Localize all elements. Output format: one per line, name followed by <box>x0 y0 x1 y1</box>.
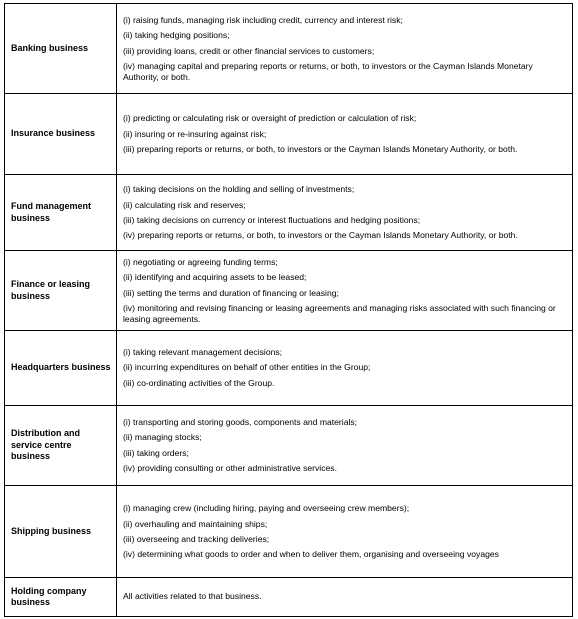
activity-item: (ii) incurring expenditures on behalf of other entities in the Group; <box>123 362 371 373</box>
activity-item: (ii) insuring or re-insuring against risk; <box>123 128 267 139</box>
table-row <box>5 251 573 331</box>
activity-item: (ii) calculating risk and reserves; <box>123 199 246 210</box>
table-row <box>5 578 573 617</box>
category-cell: Headquarters business <box>5 331 117 406</box>
table-row <box>5 486 573 578</box>
category-cell: Shipping business <box>5 486 117 578</box>
activity-item: (i) predicting or calculating risk or oversight of prediction or calculation of risk; <box>123 113 417 124</box>
activity-item: (iii) co-ordinating activities of the Group. <box>123 377 275 388</box>
activity-item: (iii) taking orders; <box>123 447 189 458</box>
activity-item: (ii) managing stocks; <box>123 432 202 443</box>
activities-cell <box>117 4 573 94</box>
activity-item: (iii) preparing reports or returns, or both, to investors or the Cayman Islands Monetary Authority, or both. <box>123 144 518 155</box>
table-row <box>5 406 573 486</box>
activities-cell <box>117 331 573 406</box>
activity-item: (i) raising funds, managing risk including credit, currency and interest risk; <box>123 14 403 25</box>
activities-cell <box>117 175 573 251</box>
activities-cell <box>117 251 573 331</box>
category-cell: Banking business <box>5 4 117 94</box>
activity-item: (iv) determining what goods to order and when to deliver them, organising and overseeing voyages <box>123 549 499 560</box>
category-cell: Finance or leasing business <box>5 251 117 331</box>
activities-cell <box>117 578 573 617</box>
activity-item: (i) transporting and storing goods, components and materials; <box>123 416 358 427</box>
activities-cell <box>117 486 573 578</box>
activity-item: (iii) overseeing and tracking deliveries; <box>123 533 270 544</box>
table-row <box>5 175 573 251</box>
activities-cell <box>117 94 573 175</box>
table-row <box>5 331 573 406</box>
table-row <box>5 4 573 94</box>
activity-item: (iii) providing loans, credit or other financial services to customers; <box>123 45 375 56</box>
activity-item: (iv) monitoring and revising financing or leasing agreements and managing risks associated with such financing or leasing agreements. <box>123 303 556 324</box>
activity-item: (ii) taking hedging positions; <box>123 30 230 41</box>
activity-item: (i) taking relevant management decisions; <box>123 346 283 357</box>
activity-item: (iv) preparing reports or returns, or both, to investors or the Cayman Islands Monetary Authority, or both. <box>123 230 518 241</box>
activity-item: All activities related to that business. <box>123 591 262 602</box>
activity-item: (i) managing crew (including hiring, paying and overseeing crew members); <box>123 503 410 514</box>
category-cell: Insurance business <box>5 94 117 175</box>
category-cell: Holding company business <box>5 578 117 617</box>
activity-item: (iv) providing consulting or other administrative services. <box>123 462 337 473</box>
activity-item: (iv) managing capital and preparing reports or returns, or both, to investors or the Cayman Islands Monetary Authority, or both. <box>123 61 533 82</box>
core-income-activities-table <box>4 3 573 617</box>
category-cell: Fund management business <box>5 175 117 251</box>
activity-item: (ii) overhauling and maintaining ships; <box>123 518 268 529</box>
activity-item: (i) negotiating or agreeing funding terms; <box>123 256 278 267</box>
activities-cell <box>117 406 573 486</box>
category-cell: Distribution and service centre business <box>5 406 117 486</box>
activity-item: (i) taking decisions on the holding and selling of investments; <box>123 184 355 195</box>
activity-item: (iii) setting the terms and duration of financing or leasing; <box>123 287 339 298</box>
activity-item: (ii) identifying and acquiring assets to be leased; <box>123 272 307 283</box>
activity-item: (iii) taking decisions on currency or interest fluctuations and hedging positions; <box>123 214 421 225</box>
table-row <box>5 94 573 175</box>
